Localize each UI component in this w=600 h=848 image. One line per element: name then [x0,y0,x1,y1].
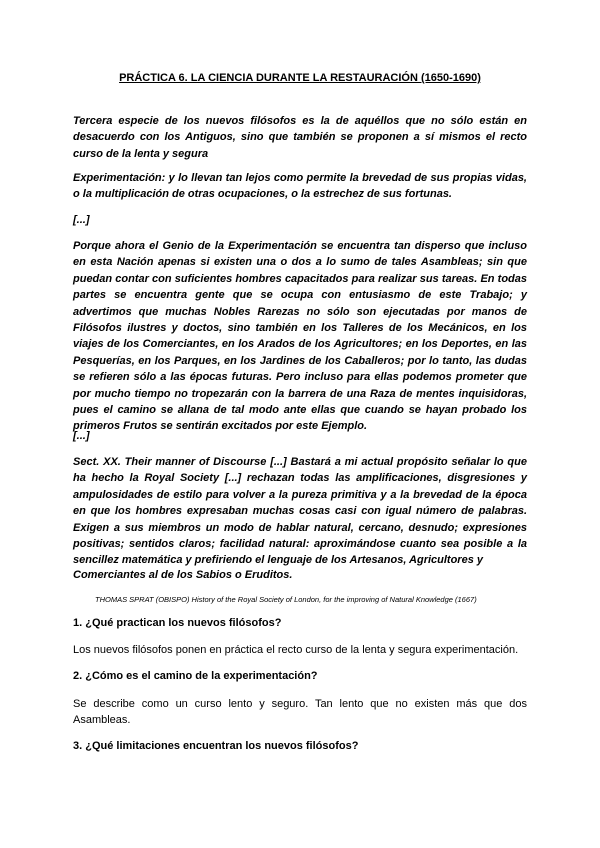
quote-paragraph-4: Sect. XX. Their manner of Discourse [...] Bastará a mi actual propósito señalar lo que ha hecho la Royal Society [...] rechazan todas las amplificaciones, disgresiones y ampulosidades de estilo para volver a la pureza primitiva y a la brevedad de la época en que los hombres expresaban muchas cosas casi con igual número de palabras. Exigen a sus miembros un modo de hablar natural, cercano, desnudo; expresiones positivas; sentidos claros; facilidad natural: aproximándose cuanto sea posible a la sencillez matemática y prefiriendo el lenguaje de los Artesanos, Agricultores y [73,456,527,567]
answer-2: Se describe como un curso lento y seguro. Tan lento que no existen más que dos Asambleas. [73,698,527,726]
question-1: 1. ¿Qué practican los nuevos filósofos? [73,617,282,629]
quote-paragraph-2: Experimentación: y lo llevan tan lejos como permite la brevedad de sus propias vidas, o la multiplicación de otras ocupaciones, o la estrechez de sus fortunas. [73,172,527,201]
quote-paragraph-1: Tercera especie de los nuevos filósofos es la de aquéllos que no sólo están en desacuerdo con los Antiguos, sino que también se proponen a sí mismos el recto curso de la lenta y segura [73,115,527,160]
quote-source: THOMAS SPRAT (OBISPO) History of the Royal Society of London, for the improving of Natural Knowledge (1667) [95,595,477,604]
page-title: PRÁCTICA 6. LA CIENCIA DURANTE LA RESTAURACIÓN (1650-1690) [119,72,481,84]
question-3: 3. ¿Qué limitaciones encuentran los nuevos filósofos? [73,740,359,752]
quote-ellipsis-2: [...] [73,430,90,442]
quote-paragraph-5: Comerciantes al de los Sabios o Eruditos. [73,569,293,581]
answer-1: Los nuevos filósofos ponen en práctica el recto curso de la lenta y segura experimentación. [73,644,519,656]
quote-paragraph-3: Porque ahora el Genio de la Experimentación se encuentra tan disperso que incluso en esta Nación apenas si existen una o dos a lo sumo de tales Asambleas; sin que puedan contar con suficientes hombres capacitados para realizar sus tareas. En todas partes se encuentra gente que se ocupa con entusiasmo de este Trabajo; y advertimos que muchas Nobles Rarezas no sólo son ejecutadas por manos de Filósofos ilustres y doctos, sino también en los Talleres de los Mecánicos, en los viajes de los Comerciantes, en los Arados de los Agricultores; en los Deportes, en las Pesquerías, en los Parques, en los Jardines de los Caballeros; por lo tanto, las dudas se refieren sólo a las épocas futuras. Pero incluso para ellas podemos prometer que por mucho tiempo no tropezarán con la barrera de una Raza de mentes inquisidoras, pues el camino se allana de tal modo ante ellas que cuando se hayan probado los primeros Frutos se sentirán excitados por este Ejemplo. [73,240,527,433]
quote-ellipsis-1: [...] [73,214,90,226]
question-2: 2. ¿Cómo es el camino de la experimentación? [73,670,318,682]
